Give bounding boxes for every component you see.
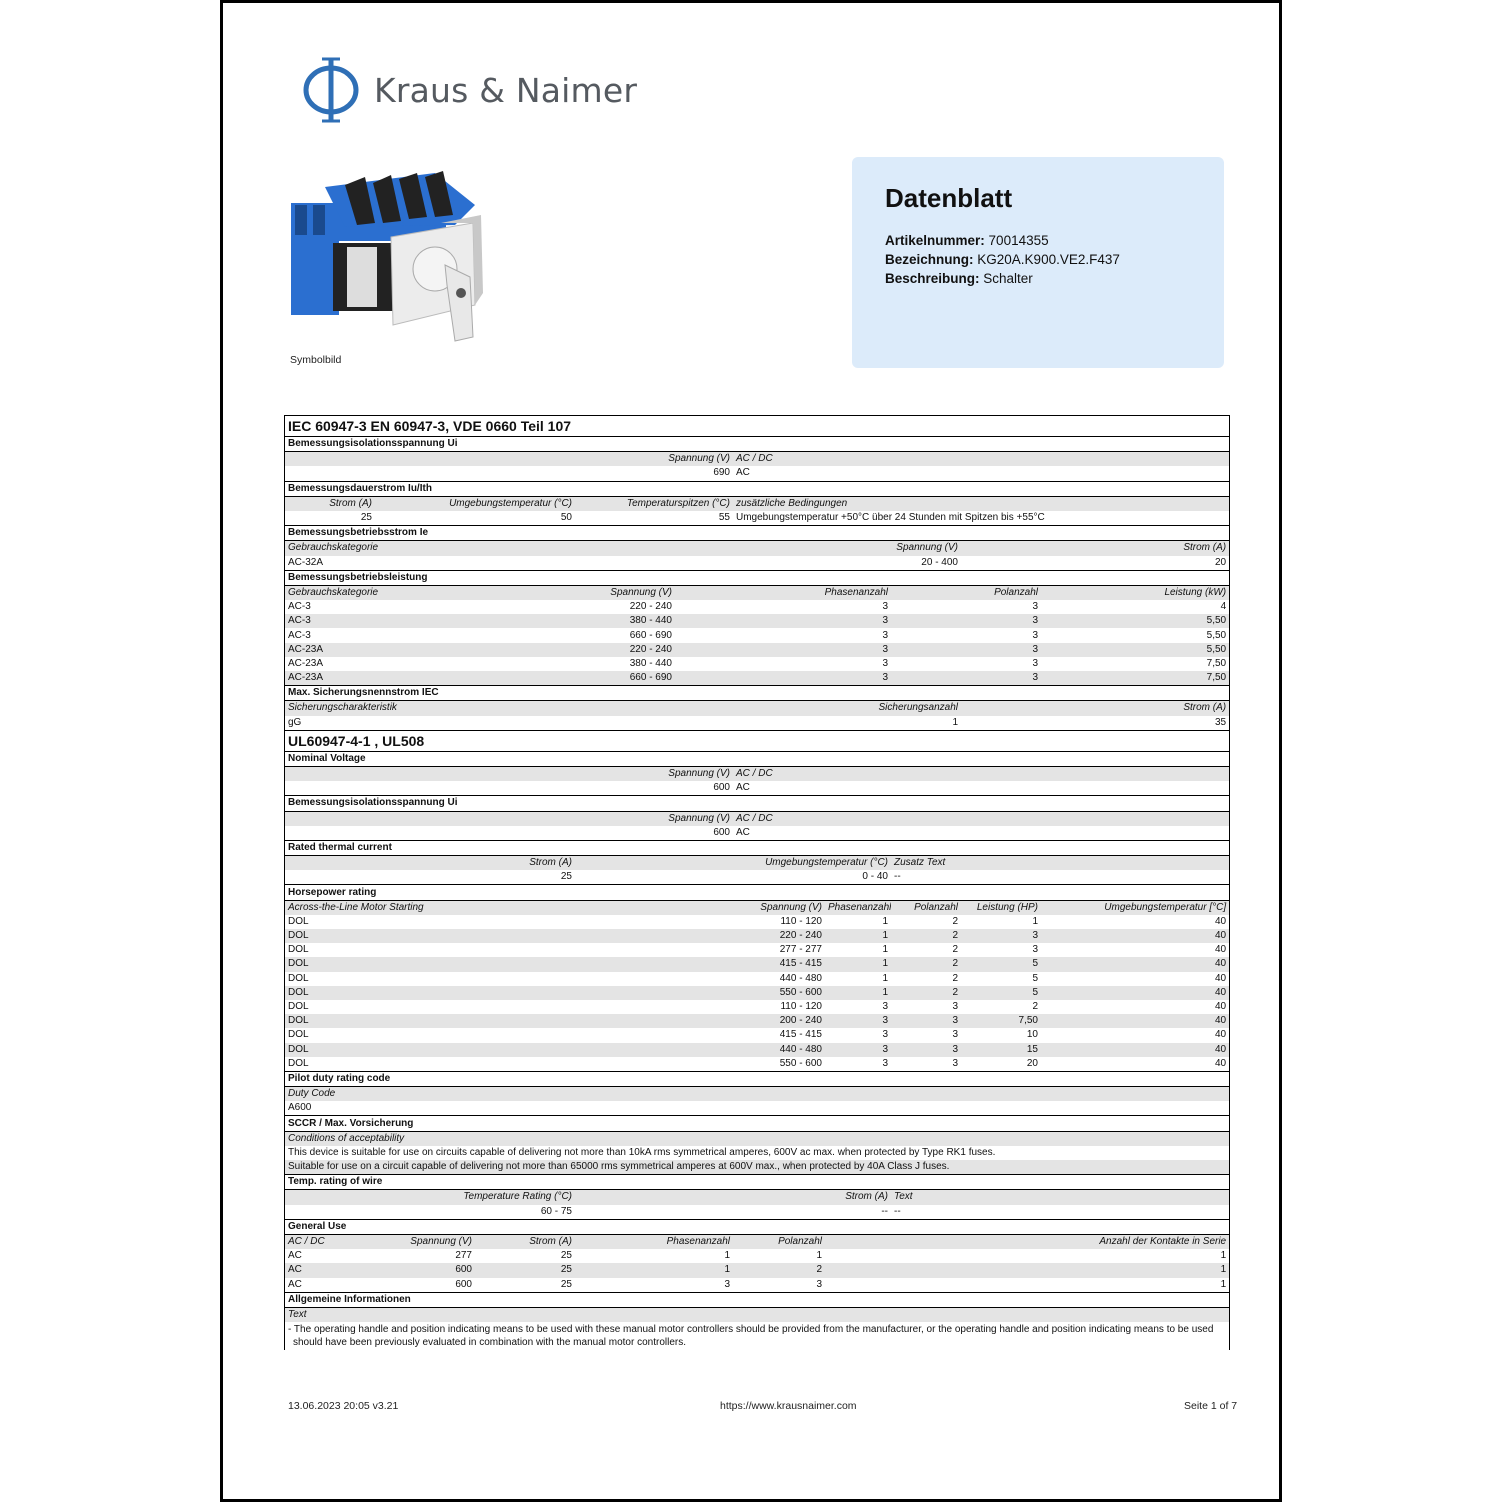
- iec-ui-header-acdc: AC / DC: [733, 452, 1229, 467]
- ul-hp-cell-3: 3: [952, 1057, 958, 1069]
- iec-power-cell-1: 220 - 240: [629, 601, 672, 613]
- ul-hp-row: [285, 1057, 1229, 1072]
- iec-ith-title: Bemessungsdauerstrom Iu/Ith: [285, 481, 1229, 496]
- ul-hp-cell-1: 550 - 600: [675, 986, 825, 1000]
- iec-power-h2: Phasenanzahl: [675, 585, 891, 600]
- ul-wire-h1: Temperature Rating (°C): [285, 1190, 575, 1205]
- iec-power-cell-4: 5,50: [1041, 614, 1229, 628]
- iec-power-cell-3: 3: [1032, 601, 1038, 613]
- datasheet-info-box: [852, 157, 1224, 368]
- iec-power-row: [285, 628, 1229, 642]
- ul-hp-cell-2: 1: [825, 957, 891, 971]
- iec-power-row: [285, 600, 1229, 614]
- ul-hp-cell-5: 40: [1215, 972, 1227, 984]
- ul-hp-cell-5: 40: [1041, 1014, 1229, 1028]
- iec-power-h1: Spannung (V): [475, 585, 675, 600]
- designation-row: [885, 252, 1120, 267]
- ul-thermal-h3: Zusatz Text: [891, 856, 1229, 871]
- ul-hp-title: Horsepower rating: [285, 885, 1229, 900]
- iec-power-cell-1: 660 - 690: [475, 671, 675, 686]
- ul-hp-cell-1: 110 - 120: [780, 1001, 822, 1013]
- iec-power-cell-1: 660 - 690: [629, 629, 672, 641]
- ul-pilot-v1: A600: [288, 1102, 312, 1114]
- datasheet-title: Datenblatt: [885, 183, 1013, 213]
- ul-hp-row: [285, 915, 1229, 929]
- iec-ith-h4: zusätzliche Bedingungen: [733, 496, 1229, 511]
- ul-hp-row: [285, 929, 1229, 943]
- ul-hp-cell-2: 1: [882, 972, 888, 984]
- ul-hp-cell-1: 550 - 600: [779, 1057, 822, 1069]
- designation-label: Bezeichnung:: [885, 252, 974, 267]
- ul-hp-cell-1: 277 - 277: [779, 944, 822, 956]
- iec-ui-header-voltage: Spannung (V): [285, 452, 733, 467]
- ul-hp-cell-5: 40: [1041, 929, 1229, 943]
- iec-ie-h3: Strom (A): [961, 541, 1229, 556]
- ul-hp-cell-3: 2: [952, 972, 958, 984]
- ul-nominal-h-acdc: AC / DC: [733, 766, 1229, 781]
- iec-section-title: IEC 60947-3 EN 60947-3, VDE 0660 Teil 107: [288, 418, 572, 434]
- iec-power-cell-2: 3: [675, 643, 891, 657]
- ul-thermal-title: Rated thermal current: [285, 840, 1229, 855]
- ul-ui-voltage: 600: [713, 826, 730, 838]
- ul-hp-cell-3: 2: [891, 986, 961, 1000]
- ul-nominal-h-voltage: Spannung (V): [285, 766, 733, 781]
- ul-hp-cell-3: 3: [891, 1014, 961, 1028]
- ul-hp-cell-0: DOL: [288, 972, 309, 984]
- article-number-row: [885, 233, 1049, 248]
- ul-hp-cell-0: DOL: [288, 915, 309, 927]
- ul-hp-cell-2: 1: [882, 915, 888, 927]
- ul-hp-cell-1: 440 - 480: [779, 972, 822, 984]
- ul-wire-title: Temp. rating of wire: [285, 1175, 1229, 1190]
- ul-hp-cell-4: 20: [1026, 1057, 1038, 1069]
- ul-hp-cell-1: 220 - 240: [675, 929, 825, 943]
- ul-hp-cell-1: 440 - 480: [675, 1043, 825, 1057]
- ul-wire-v1: 60 - 75: [540, 1205, 572, 1217]
- ul-hp-cell-2: 3: [882, 1029, 888, 1041]
- ul-info-h1: Text: [285, 1307, 1229, 1322]
- ul-general-h3: Phasenanzahl: [575, 1234, 733, 1249]
- ul-hp-cell-1: 415 - 415: [675, 957, 825, 971]
- ul-hp-h4: Leistung (HP): [961, 900, 1041, 915]
- description-row: [885, 271, 1033, 286]
- ul-hp-cell-4: 5: [961, 986, 1041, 1000]
- iec-ui-title: Bemessungsisolationsspannung Ui: [285, 437, 1229, 452]
- ul-hp-cell-4: 5: [1032, 972, 1038, 984]
- ul-general-h0: AC / DC: [285, 1234, 375, 1249]
- iec-power-h0: Gebrauchskategorie: [285, 585, 475, 600]
- ul-hp-cell-1: 110 - 120: [780, 915, 822, 927]
- iec-power-cell-1: 380 - 440: [629, 657, 672, 669]
- ul-hp-cell-0: DOL: [285, 1043, 675, 1057]
- ul-hp-cell-3: 2: [891, 957, 961, 971]
- product-image: [285, 165, 490, 345]
- ul-general-title: General Use: [285, 1219, 1229, 1234]
- iec-power-cell-0: AC-23A: [285, 643, 475, 657]
- ul-hp-cell-3: 2: [952, 944, 958, 956]
- iec-power-h3: Polanzahl: [891, 585, 1041, 600]
- ul-hp-cell-0: DOL: [288, 1029, 309, 1041]
- ul-thermal-v2: 0 - 40: [862, 871, 888, 883]
- ul-general-row: [285, 1249, 1229, 1263]
- iec-power-cell-4: 5,50: [1041, 643, 1229, 657]
- iec-ith-v3: 55: [718, 512, 730, 524]
- ul-sccr-row-1: This device is suitable for use on circuits capable of delivering not more than 10kA rms symmetrical amperes, 600V ac max. when protected by Type RK1 fuses.: [288, 1146, 996, 1158]
- ul-general-cell-2: 25: [560, 1278, 572, 1290]
- iec-power-row: [285, 614, 1229, 628]
- iec-ie-title: Bemessungsbetriebsstrom Ie: [285, 526, 1229, 541]
- ul-nominal-acdc: AC: [736, 782, 750, 794]
- spec-table: [284, 415, 1230, 1350]
- iec-ie-h1: Gebrauchskategorie: [285, 541, 675, 556]
- ul-hp-cell-4: 3: [961, 929, 1041, 943]
- iec-power-cell-2: 3: [675, 671, 891, 686]
- footer-page: Seite 1 of 7: [1184, 1400, 1238, 1412]
- ul-hp-h2: Phasenanzahl: [825, 900, 891, 915]
- ul-ui-h-acdc: AC / DC: [733, 811, 1229, 826]
- iec-fuse-v3: 35: [1215, 716, 1227, 728]
- ul-general-h4: Polanzahl: [733, 1234, 825, 1249]
- image-caption: Symbolbild: [290, 354, 342, 366]
- ul-general-h2: Strom (A): [475, 1234, 575, 1249]
- designation-value: KG20A.K900.VE2.F437: [977, 252, 1120, 267]
- ul-hp-cell-5: 40: [1215, 1029, 1227, 1041]
- ul-general-header-row: [285, 1234, 1229, 1249]
- iec-power-cell-1: 380 - 440: [475, 614, 675, 628]
- ul-general-cell-4: 1: [816, 1250, 822, 1262]
- iec-ie-v3: 20: [1215, 556, 1227, 568]
- iec-power-cell-3: 3: [891, 614, 1041, 628]
- ul-hp-row: [285, 972, 1229, 986]
- ul-hp-cell-5: 40: [1215, 1057, 1227, 1069]
- article-value: 70014355: [988, 233, 1049, 248]
- iec-ith-v1: 25: [360, 512, 372, 524]
- iec-power-cell-4: 7,50: [1041, 671, 1229, 686]
- ul-pilot-h1: Duty Code: [285, 1087, 1229, 1102]
- iec-fuse-v1: gG: [288, 716, 302, 728]
- ul-general-cell-1: 277: [455, 1250, 472, 1262]
- ul-hp-cell-2: 3: [825, 1014, 891, 1028]
- ul-hp-cell-4: 10: [1026, 1029, 1038, 1041]
- ul-hp-row: [285, 1028, 1229, 1042]
- iec-ith-v2: 50: [560, 512, 572, 524]
- ul-hp-cell-0: DOL: [288, 944, 309, 956]
- ul-pilot-title: Pilot duty rating code: [285, 1071, 1229, 1086]
- iec-power-cell-0: AC-23A: [285, 671, 475, 686]
- iec-ie-v2: 20 - 400: [921, 556, 958, 568]
- ul-thermal-v3: --: [894, 871, 901, 883]
- ul-hp-row: [285, 986, 1229, 1000]
- ul-nominal-voltage: 600: [713, 782, 730, 794]
- ul-hp-row: [285, 957, 1229, 971]
- iec-power-cell-3: 3: [1032, 657, 1038, 669]
- ul-general-cell-0: AC: [285, 1263, 375, 1277]
- ul-hp-h3: Polanzahl: [891, 900, 961, 915]
- ul-hp-row: [285, 1043, 1229, 1057]
- iec-ith-h2: Umgebungstemperatur (°C): [375, 496, 575, 511]
- article-label: Artikelnummer:: [885, 233, 985, 248]
- ul-thermal-h2: Umgebungstemperatur (°C): [575, 856, 891, 871]
- ul-wire-h3: Text: [891, 1190, 1229, 1205]
- iec-power-header-row: [285, 585, 1229, 600]
- ul-hp-cell-4: 5: [961, 957, 1041, 971]
- ul-hp-cell-0: DOL: [285, 986, 675, 1000]
- iec-fuse-h2: Sicherungsanzahl: [675, 701, 961, 716]
- ul-hp-cell-3: 3: [891, 1043, 961, 1057]
- brand-logo: [302, 56, 637, 124]
- description-label: Beschreibung:: [885, 271, 980, 286]
- ul-nominal-title: Nominal Voltage: [285, 751, 1229, 766]
- iec-ith-h3: Temperaturspitzen (°C): [575, 496, 733, 511]
- ul-hp-row: [285, 1000, 1229, 1014]
- iec-fuse-title: Max. Sicherungsnennstrom IEC: [285, 686, 1229, 701]
- ul-hp-cell-4: 1: [1032, 915, 1038, 927]
- ul-general-cell-1: 600: [375, 1263, 475, 1277]
- footer-date: 13.06.2023 20:05 v3.21: [288, 1400, 399, 1412]
- ul-hp-cell-2: 3: [825, 1043, 891, 1057]
- phi-logo-icon: [302, 56, 360, 124]
- iec-power-cell-2: 3: [882, 601, 888, 613]
- iec-power-cell-3: 3: [891, 671, 1041, 686]
- ul-hp-cell-2: 3: [882, 1001, 888, 1013]
- ul-hp-cell-0: DOL: [288, 1057, 309, 1069]
- ul-general-cell-1: 600: [455, 1278, 472, 1290]
- ul-general-h1: Spannung (V): [375, 1234, 475, 1249]
- ul-hp-h5: Umgebungstemperatur [°C]: [1041, 900, 1229, 915]
- ul-general-cell-0: AC: [288, 1278, 302, 1290]
- ul-hp-cell-4: 7,50: [961, 1014, 1041, 1028]
- ul-thermal-h1: Strom (A): [285, 856, 575, 871]
- ul-hp-cell-2: 1: [882, 944, 888, 956]
- iec-power-cell-4: 5,50: [1206, 629, 1227, 641]
- ul-wire-v3: --: [894, 1205, 901, 1217]
- ul-info-title: Allgemeine Informationen: [285, 1292, 1229, 1307]
- ul-hp-cell-3: 3: [952, 1029, 958, 1041]
- ul-ui-acdc: AC: [736, 826, 750, 838]
- ul-hp-cell-0: DOL: [285, 1014, 675, 1028]
- ul-hp-cell-0: DOL: [288, 1001, 309, 1013]
- ul-hp-cell-5: 40: [1041, 957, 1229, 971]
- iec-power-title: Bemessungsbetriebsleistung: [285, 570, 1229, 585]
- iec-power-cell-2: 3: [882, 657, 888, 669]
- ul-hp-cell-4: 2: [1032, 1001, 1038, 1013]
- ul-general-row: [285, 1278, 1229, 1293]
- ul-wire-h2: Strom (A): [575, 1190, 891, 1205]
- iec-power-h4: Leistung (kW): [1041, 585, 1229, 600]
- iec-power-cell-4: 7,50: [1206, 657, 1227, 669]
- ul-general-cell-3: 3: [724, 1278, 730, 1290]
- ul-hp-cell-0: DOL: [285, 929, 675, 943]
- brand-name: Kraus & Naimer: [374, 70, 638, 110]
- ul-hp-row: [285, 943, 1229, 957]
- ul-hp-header-row: [285, 900, 1229, 915]
- iec-ie-h2: Spannung (V): [675, 541, 961, 556]
- iec-power-row: [285, 671, 1229, 686]
- iec-power-cell-1: 220 - 240: [475, 643, 675, 657]
- ul-section-title: UL60947-4-1 , UL508: [285, 730, 1229, 751]
- iec-power-cell-3: 3: [891, 643, 1041, 657]
- iec-power-cell-3: 3: [1032, 629, 1038, 641]
- iec-ie-v1: AC-32A: [288, 556, 324, 568]
- ul-hp-cell-5: 40: [1215, 915, 1227, 927]
- ul-hp-cell-1: 200 - 240: [675, 1014, 825, 1028]
- iec-fuse-v2: 1: [952, 716, 958, 728]
- ul-hp-cell-0: DOL: [285, 957, 675, 971]
- iec-fuse-h1: Sicherungscharakteristik: [285, 701, 675, 716]
- ul-hp-h0: Across-the-Line Motor Starting: [285, 900, 675, 915]
- iec-power-cell-2: 3: [675, 614, 891, 628]
- ul-hp-h1: Spannung (V): [675, 900, 825, 915]
- ul-hp-cell-1: 415 - 415: [779, 1029, 822, 1041]
- iec-power-row: [285, 657, 1229, 671]
- description-value: Schalter: [983, 271, 1033, 286]
- ul-general-cell-4: 3: [816, 1278, 822, 1290]
- ul-general-cell-3: 1: [575, 1263, 733, 1277]
- iec-ui-voltage: 690: [713, 467, 730, 479]
- iec-power-row: [285, 643, 1229, 657]
- ul-general-cell-3: 1: [724, 1250, 730, 1262]
- ul-hp-cell-3: 3: [952, 1001, 958, 1013]
- ul-wire-v2: --: [881, 1205, 888, 1217]
- ul-hp-cell-5: 40: [1215, 1001, 1227, 1013]
- ul-ui-h-voltage: Spannung (V): [285, 811, 733, 826]
- iec-power-cell-2: 3: [882, 629, 888, 641]
- ul-general-cell-5: 1: [1220, 1250, 1227, 1262]
- iec-power-cell-0: AC-3: [285, 614, 475, 628]
- iec-fuse-h3: Strom (A): [961, 701, 1229, 716]
- ul-ui-title: Bemessungsisolationsspannung Ui: [285, 796, 1229, 811]
- ul-hp-cell-4: 3: [1032, 944, 1038, 956]
- iec-ui-acdc: AC: [736, 467, 750, 479]
- ul-hp-cell-2: 3: [882, 1057, 888, 1069]
- ul-hp-cell-2: 1: [825, 986, 891, 1000]
- ul-thermal-v1: 25: [560, 871, 572, 883]
- ul-general-cell-4: 2: [733, 1263, 825, 1277]
- iec-ith-v4: Umgebungstemperatur +50°C über 24 Stunden mit Spitzen bis +55°C: [736, 512, 1045, 524]
- ul-hp-cell-4: 15: [961, 1043, 1041, 1057]
- ul-hp-cell-3: 2: [952, 915, 958, 927]
- ul-general-cell-0: AC: [288, 1250, 302, 1262]
- ul-hp-cell-5: 40: [1041, 1043, 1229, 1057]
- iec-ith-h1: Strom (A): [285, 496, 375, 511]
- ul-general-cell-5: 1: [825, 1263, 1229, 1277]
- ul-general-row: [285, 1263, 1229, 1277]
- ul-hp-cell-2: 1: [825, 929, 891, 943]
- ul-hp-row: [285, 1014, 1229, 1028]
- ul-general-cell-2: 25: [560, 1250, 572, 1262]
- ul-sccr-row-2: Suitable for use on a circuit capable of delivering not more than 65000 rms symmetrical amperes at 600V max., when protected by 40A Class J fuses.: [285, 1160, 1229, 1175]
- ul-info-v1: - The operating handle and position indicating means to be used with these manual motor controllers should be provided from the manufacturer, or the operating handle and position indicating means to be used should have been previously evaluated in combination with the manual motor controllers.: [288, 1324, 1214, 1349]
- iec-power-cell-0: AC-3: [288, 601, 311, 613]
- ul-general-h5: Anzahl der Kontakte in Serie: [825, 1234, 1229, 1249]
- ul-hp-cell-5: 40: [1215, 944, 1227, 956]
- ul-sccr-h1: Conditions of acceptability: [285, 1131, 1229, 1146]
- iec-power-cell-0: AC-23A: [288, 657, 324, 669]
- ul-sccr-title: SCCR / Max. Vorsicherung: [285, 1116, 1229, 1131]
- iec-power-cell-0: AC-3: [288, 629, 311, 641]
- ul-hp-cell-5: 40: [1041, 986, 1229, 1000]
- iec-power-cell-4: 4: [1220, 601, 1227, 613]
- ul-general-cell-2: 25: [475, 1263, 575, 1277]
- ul-general-cell-5: 1: [1220, 1278, 1227, 1290]
- footer-url[interactable]: https://www.krausnaimer.com: [720, 1400, 857, 1412]
- ul-hp-cell-3: 2: [891, 929, 961, 943]
